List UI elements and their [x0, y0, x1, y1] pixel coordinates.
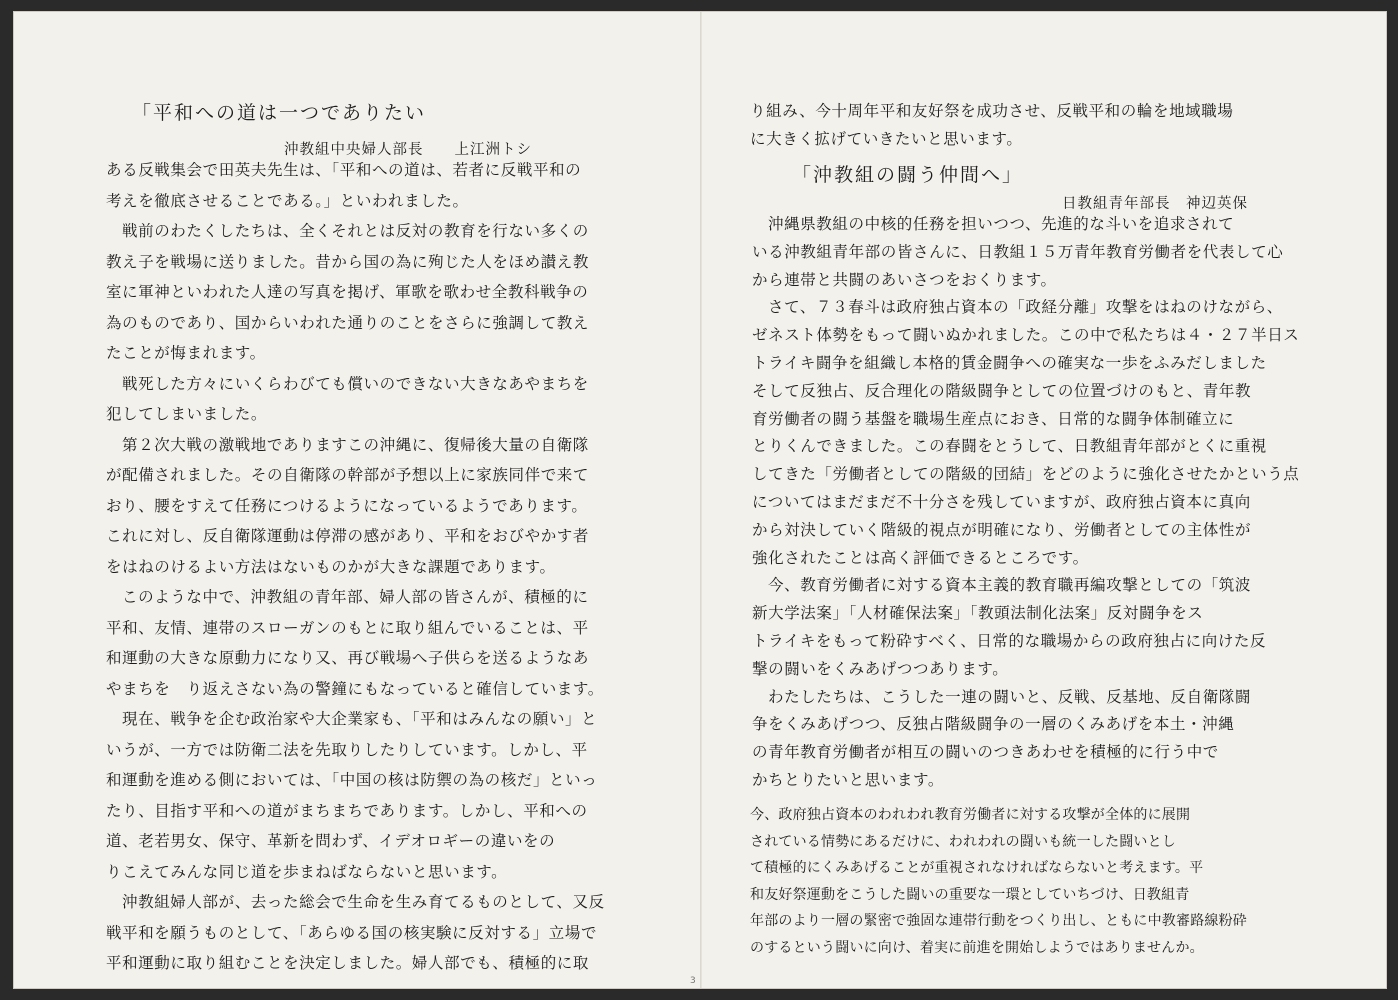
text-line: 現在、戦争を企む政治家や大企業家も、「平和はみんなの願い」と — [122, 710, 598, 728]
right-page — [702, 12, 1386, 988]
text-line: から対決していく階級的視点が明確になり、労働者としての主体性が — [752, 520, 1252, 539]
text-line: 争をくみあげつつ、反独占階級闘争の一層のくみあげを本土・沖縄 — [752, 715, 1235, 734]
text-line: 育労働者の闘う基盤を職場生産点におき、日常的な闘争体制確立に — [752, 409, 1235, 428]
text-line: 撃の闘いをくみあげつつあります。 — [752, 659, 1009, 678]
left-page-author: 沖教組中央婦人部長 上江洲トシ — [284, 142, 532, 158]
right-page-title: 「沖教組の闘う仲間へ」 — [792, 164, 1024, 186]
page-number: 3 — [690, 976, 696, 986]
text-line: 新大学法案」「人材確保法案」「教頭法制化法案」反対闘争をス — [752, 604, 1204, 623]
text-line: 平和、友情、連帯のスローガンのもとに取り組んでいることは、平 — [106, 618, 589, 637]
left-page-title: 「平和への道は一つでありたい — [132, 102, 427, 124]
text-line: 戦平和を願うものとして、「あらゆる国の核実験に反対する」立場で — [106, 923, 598, 942]
text-line: いる沖教組青年部の皆さんに、日教組１５万青年教育労働者を代表して心 — [752, 242, 1284, 261]
text-line: 年部のより一層の緊密で強固な連帯行動をつくり出し、ともに中教審路線粉砕 — [750, 913, 1247, 929]
text-line: さて、７３春斗は政府独占資本の「政経分離」攻撃をはねのけながら、 — [768, 298, 1283, 317]
text-line: 和運動の大きな原動力になり又、再び戦場へ子供らを送るようなあ — [106, 649, 590, 667]
text-line: りこえてみんな同じ道を歩まねばならないと思います。 — [106, 862, 508, 881]
text-line: の青年教育労働者が相互の闘いのつきあわせを積極的に行う中で — [752, 743, 1219, 762]
text-line: のするという闘いに向け、着実に前進を開始しようではありませんか。 — [750, 939, 1204, 956]
text-line: についてはまだまだ不十分さを残していますが、政府独占資本に真向 — [752, 493, 1251, 511]
text-line: 和運動を進める側においては、「中国の核は防禦の為の核だ」といっ — [106, 771, 598, 789]
text-line: ある反戦集会で田英夫先生は、「平和への道は、若者に反戦平和の — [106, 161, 582, 179]
text-line: 和友好祭運動をこうした闘いの重要な一環としていちづけ、日教組青 — [750, 886, 1190, 903]
text-line: 道、老若男女、保守、革新を問わず、イデオロギーの違いをの — [106, 832, 556, 850]
text-line: から連帯と共闘のあいさつをおくります。 — [752, 270, 1057, 289]
text-line: いうが、一方では防衛二法を先取りしたりしています。しかし、平 — [106, 740, 588, 759]
text-line: 今、教育労働者に対する資本主義的教育職再編攻撃としての「筑波 — [768, 576, 1252, 595]
text-line: に大きく拡げていきたいと思います。 — [750, 130, 1023, 148]
text-line: 平和運動に取り組むことを決定しました。婦人部でも、積極的に取 — [106, 954, 590, 972]
text-line: 教え子を戦場に送りました。昔から国の為に殉じた人をほめ讃え教 — [106, 252, 590, 271]
text-line: とりくんできました。この春闘をとうして、日教組青年部がとくに重視 — [752, 437, 1267, 456]
text-line: 考えを徹底させることである。」といわれました。 — [106, 191, 469, 210]
text-line: て積極的にくみあげることが重視されなければならないと考えます。平 — [750, 860, 1204, 876]
text-line: かちとりたいと思います。 — [752, 771, 944, 789]
text-line: 戦前のわたくしたちは、全くそれとは反対の教育を行ない多くの — [122, 222, 589, 240]
text-line: 犯してしまいました。 — [106, 405, 268, 423]
text-line: 今、政府独占資本のわれわれ教育労働者に対する攻撃が全体的に展開 — [750, 807, 1191, 823]
text-line: わたしたちは、こうした一連の闘いと、反戦、反基地、反自衛隊闘 — [768, 687, 1252, 706]
left-page — [14, 12, 700, 988]
text-line: り組み、今十周年平和友好祭を成功させ、反戦平和の輪を地域職場 — [750, 102, 1234, 120]
text-line: そして反独占、反合理化の階級闘争としての位置づけのもと、青年教 — [752, 381, 1252, 400]
text-line: これに対し、反自衛隊運動は停滞の感があり、平和をおびやかす者 — [106, 527, 590, 545]
text-line: たり、目指す平和への道がまちまちであります。しかし、平和への — [106, 801, 588, 820]
text-line: 為のものであり、国からいわれた通りのことをさらに強調して教え — [106, 313, 590, 332]
text-line: してきた「労働者としての階級的団結」をどのように強化させたかという点 — [752, 465, 1300, 484]
text-line: 沖教組婦人部が、去った総会で生命を生み育てるものとして、又反 — [122, 893, 605, 911]
text-line: 第２次大戦の激戦地でありますこの沖縄に、復帰後大量の自衛隊 — [122, 435, 589, 454]
text-line: 室に軍神といわれた人達の写真を掲げ、軍歌を歌わせ全教科戦争の — [106, 283, 589, 301]
text-line: ゼネスト体勢をもって闘いぬかれました。この中で私たちは４・２７半日ス — [752, 326, 1300, 345]
text-line: 沖縄県教組の中核的任務を担いつつ、先進的な斗いを追求されて — [768, 215, 1235, 233]
text-line: をはねのけるよい方法はないものかが大きな課題であります。 — [106, 557, 556, 576]
text-line: が配備されました。その自衛隊の幹部が予想以上に家族同伴で来て — [106, 466, 590, 484]
document-spread — [14, 12, 1386, 988]
text-line: 強化されたことは高く評価できるところです。 — [752, 548, 1089, 567]
text-line: このような中で、沖教組の青年部、婦人部の皆さんが、積極的に — [122, 588, 589, 606]
right-page-author: 日教組青年部長 神辺英保 — [1062, 196, 1248, 212]
text-line: おり、腰をすえて任務につけるようになっているようであります。 — [106, 496, 588, 515]
text-line: トライキ闘争を組織し本格的賃金闘争への確実な一歩をふみだしました — [752, 354, 1267, 372]
text-line: されている情勢にあるだけに、われわれの闘いも統一した闘いとし — [750, 833, 1176, 850]
text-line: トライキをもって粉砕すべく、日常的な職場からの政府独占に向けた反 — [752, 632, 1267, 650]
text-line: たことが悔まれます。 — [106, 344, 266, 362]
text-line: 戦死した方々にいくらわびても償いのできない大きなあやまちを — [122, 374, 589, 393]
text-line: やまちを り返えさない為の警鐘にもなっていると確信しています。 — [106, 679, 604, 698]
